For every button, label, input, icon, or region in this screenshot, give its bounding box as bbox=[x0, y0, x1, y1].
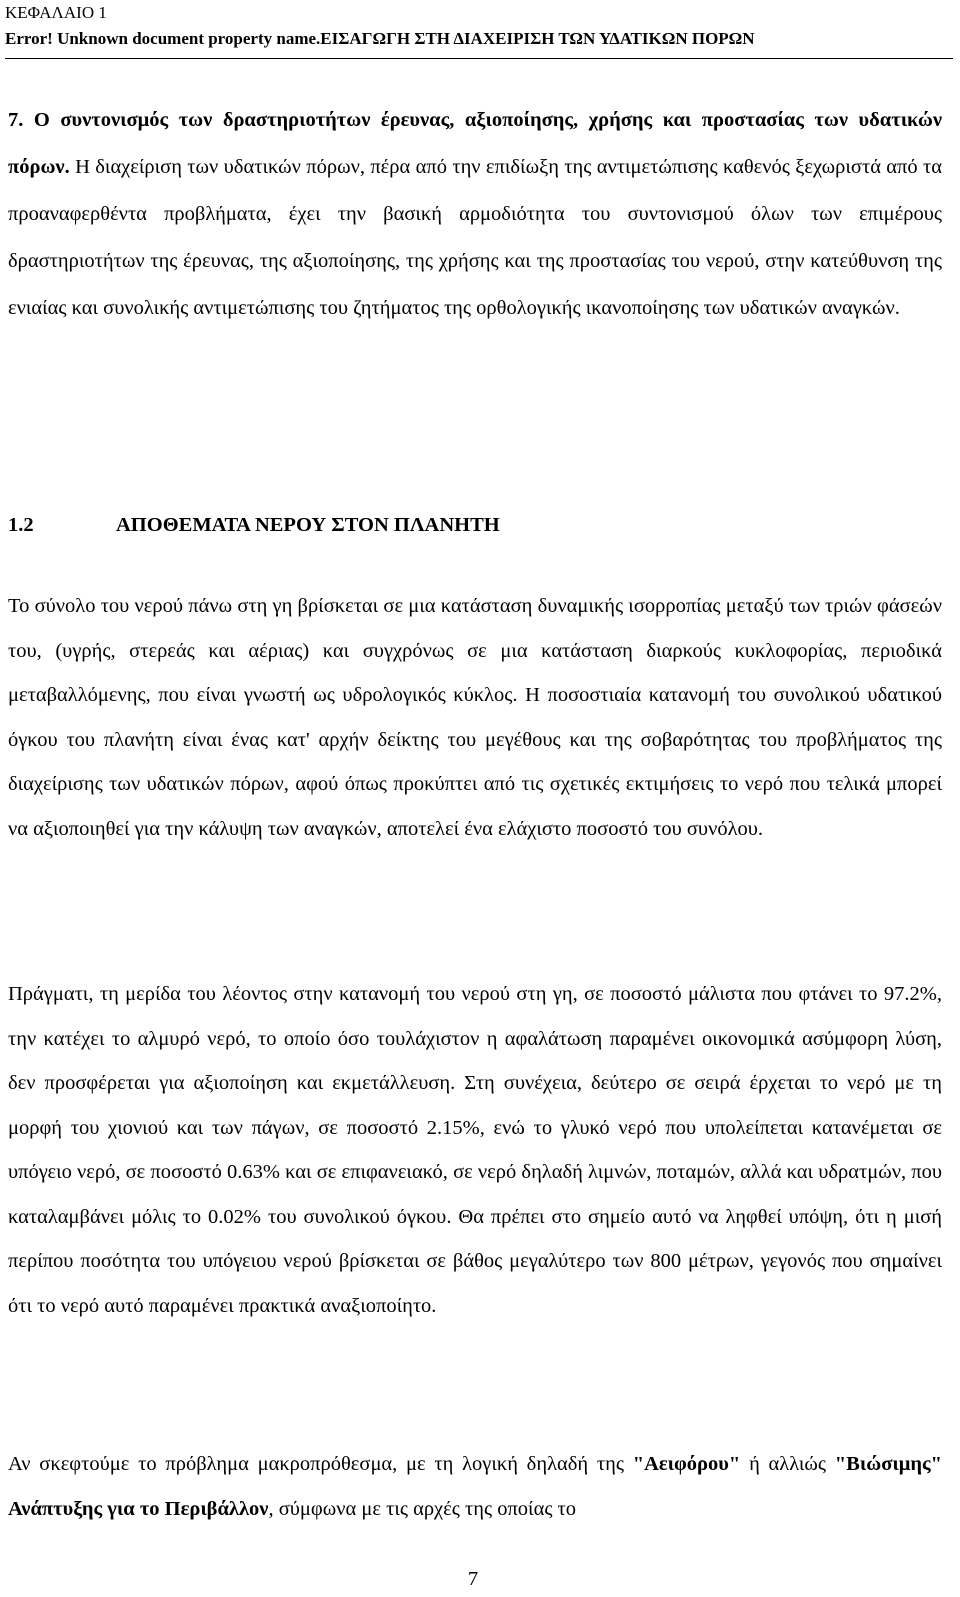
section-heading bbox=[8, 505, 938, 545]
intro-paragraph bbox=[8, 97, 942, 332]
body-paragraph-1: Το σύνολο του νερού πάνω στη γη βρίσκεται σε μια κατάσταση δυναμικής ισορροπίας μεταξύ των τριών φάσεών του, (υγρής, στερεάς και αέριας) και συγχρόνως σε μια κατάσταση διαρκούς κυκλοφορίας, περιοδικά μεταβαλλόμενης, που είναι γνωστή ως υδρολογικός κύκλος. Η ποσοστιαία κατανομή του συνολικού υδατικού όγκου του πλανήτη είναι ένας κατ' αρχήν δείκτης του μεγέθους και της σοβαρότητας του προβλήματος της διαχείρισης των υδατικών πόρων, αφού όπως προκύπτει από τις σχετικές εκτιμήσεις το νερό που τελικά μπορεί να αξιοποιηθεί για την κάλυψη των αναγκών, αποτελεί ένα ελάχιστο ποσοστό του συνόλου. bbox=[8, 595, 942, 840]
section-title: ΑΠΟΘΕΜΑΤΑ ΝΕΡΟΥ ΣΤΟΝ ΠΛΑΝΗΤΗ bbox=[116, 514, 500, 536]
body-paragraph-2: Πράγματι, τη μερίδα του λέοντος στην κατανομή του νερού στη γη, σε ποσοστό μάλιστα που φτάνει το 97.2%, την κατέχει το αλμυρό νερό, το οποίο όσο τουλάχιστον η αφαλάτωση παραμένει οικονομικά ασύμφορη λύση, δεν προσφέρεται για αξιοποίηση και εκμετάλλευση. Στη συνέχεια, δεύτερο σε σειρά έρχεται το νερό με τη μορφή του χιονιού και των πάγων, σε ποσοστό 2.15%, ενώ το γλυκό νερό που υπολείπεται κατανέμεται σε υπόγειο νερό, σε ποσοστό 0.63% και σε επιφανειακό, σε νερό δηλαδή λιμνών, ποταμών, αλλά και υδρατμών, που καταλαμβάνει μόλις το 0.02% του συνολικού όγκου. Θα πρέπει στο σημείο αυτό να ληφθεί υπόψη, ότι η μισή περίπου ποσότητα του υπόγειου νερού βρίσκεται σε βάθος μεγαλύτερο των 800 μέτρων, γεγονός που σημαίνει ότι το νερό αυτό παραμένει πρακτικά αναξιοποίητο. bbox=[8, 983, 942, 1317]
intro-text: Η διαχείριση των υδατικών πόρων, πέρα από την επιδίωξη της αντιμετώπισης καθενός ξεχωριστά από τα προαναφερθέντα προβλήματα, έχει την βασική αρμοδιότητα του συντονισμού όλων των επιμέρους δραστηριοτήτων της έρευνας, της αξιοποίησης, της χρήσης και της προστασίας του νερού, στην κατεύθυνση της ενιαίας και συνολικής αντιμετώπισης του ζητήματος της ορθολογικής ικανοποίησης των υδατικών αναγκών. bbox=[8, 156, 942, 319]
header-chapter: ΚΕΦΑΛΑΙΟ 1 bbox=[5, 3, 107, 22]
paragraph-3-text-3: , σύμφωνα με τις αρχές της οποίας το bbox=[268, 1497, 577, 1520]
section-number: 1.2 bbox=[8, 514, 34, 536]
paragraph-3-text-1: Αν σκεφτούμε το πρόβλημα μακροπρόθεσμα, με τη λογική δηλαδή της bbox=[8, 1453, 633, 1475]
page-header bbox=[5, 0, 955, 52]
header-document-title: Error! Unknown document property name.ΕΙΣΑΓΩΓΗ ΣΤΗ ΔΙΑΧΕΙΡΙΣΗ ΤΩΝ ΥΔΑΤΙΚΩΝ ΠΟΡΩΝ bbox=[5, 29, 755, 48]
body-paragraph-3 bbox=[8, 1442, 942, 1531]
paragraph-3-bold-2: "Βιώσιμης" Ανάπτυξης για το Περιβάλλον bbox=[8, 1453, 942, 1520]
paragraph-3-text-2: ή αλλιώς bbox=[740, 1453, 835, 1475]
intro-heading: 7. Ο συντονισμός των δραστηριοτήτων έρευνας, αξιοποίησης, χρήσης και προστασίας των υδατικών πόρων. bbox=[8, 109, 942, 178]
paragraph-3-bold-1: "Αειφόρου" bbox=[632, 1453, 741, 1475]
header-divider bbox=[5, 58, 953, 59]
page-number: 7 bbox=[467, 1568, 479, 1590]
